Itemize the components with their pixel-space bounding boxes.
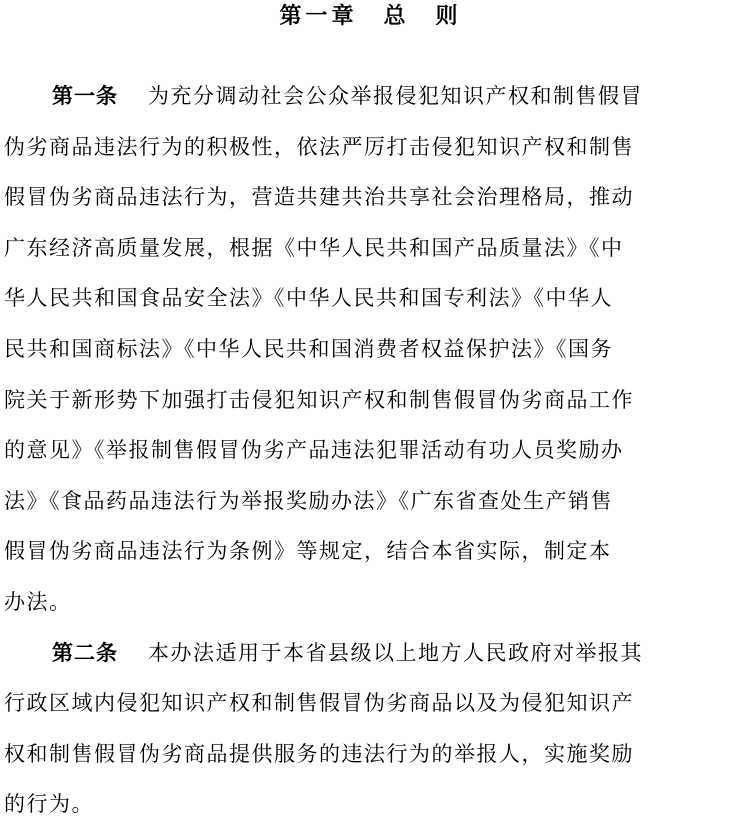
article-text: 本办法适用于本省县级以上地方人民政府对举报其 <box>148 640 643 665</box>
article-line: 的行为。 <box>4 792 94 817</box>
article-line: 的意见》《举报制售假冒伪劣产品违法犯罪活动有功人员奖励办 <box>4 438 624 463</box>
article-line: 广东经济高质量发展，根据《中华人民共和国产品质量法》《中 <box>4 235 624 260</box>
article-line: 权和制售假冒伪劣商品提供服务的违法行为的举报人，实施奖励 <box>4 741 634 766</box>
article-line: 院关于新形势下加强打击侵犯知识产权和制售假冒伪劣商品工作 <box>4 387 634 412</box>
article-text: 为充分调动社会公众举报侵犯知识产权和制售假冒 <box>148 84 643 108</box>
article-line: 伪劣商品违法行为的积极性，依法严厉打击侵犯知识产权和制售 <box>4 134 634 159</box>
article-line: 假冒伪劣商品违法行为，营造共建共治共享社会治理格局，推动 <box>4 185 634 210</box>
article-1 <box>4 71 737 628</box>
article-line: 法》《食品药品违法行为举报奖励办法》《广东省查处生产销售 <box>4 488 613 513</box>
article-line: 民共和国商标法》《中华人民共和国消费者权益保护法》《国务 <box>4 336 613 361</box>
article-line: 行政区域内侵犯知识产权和制售假冒伪劣商品以及为侵犯知识产 <box>4 691 634 716</box>
article-line: 华人民共和国食品安全法》《中华人民共和国专利法》《中华人 <box>4 286 613 311</box>
article-line: 办法。 <box>4 589 72 614</box>
article-line <box>4 71 737 122</box>
article-line <box>4 628 737 679</box>
document-page <box>4 0 737 830</box>
article-2 <box>4 628 737 830</box>
article-line: 假冒伪劣商品违法行为条例》等规定，结合本省实际，制定本 <box>4 539 612 564</box>
article-number: 第二条 <box>52 640 118 665</box>
article-number: 第一条 <box>52 84 118 108</box>
chapter-title: 第一章 总 则 <box>279 4 462 29</box>
